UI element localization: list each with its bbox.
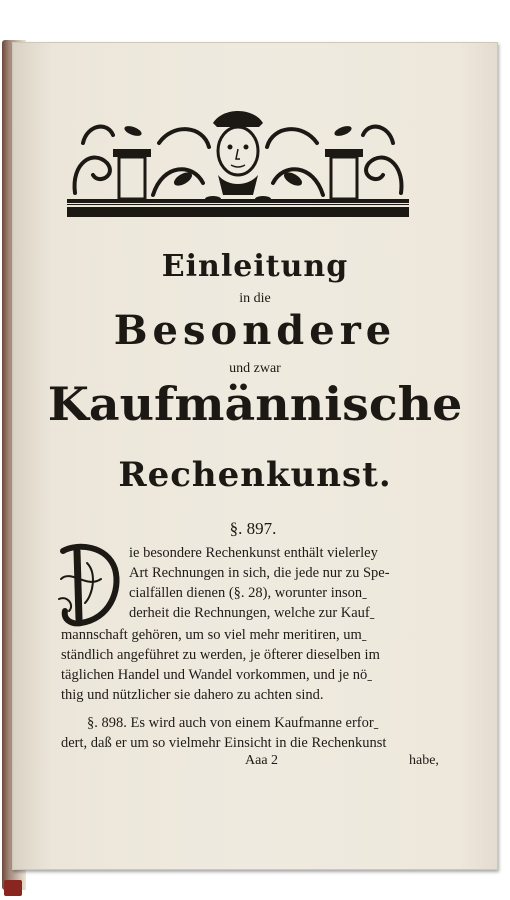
title-einleitung: Einleitung [161, 249, 349, 284]
dropcap-ornament-icon [57, 539, 123, 629]
signature-mark: Aaa 2 [245, 753, 279, 768]
title-in-die: in die [239, 291, 271, 306]
section-heading-897: §. 897. [229, 519, 277, 538]
book-page [12, 42, 498, 870]
paragraph-898-line-2: dert, daß er um so vielmehr Einsicht in die Rechenkunst [61, 735, 387, 751]
paragraph-897-line-8: thig und nützlicher sie dahero zu achten sind. [61, 687, 324, 703]
title-und-zwar: und zwar [229, 361, 281, 376]
headpiece-ornament-icon [63, 103, 413, 223]
paragraph-897-line-2: Art Rechnungen in sich, die jede nur zu Spe- [129, 565, 390, 581]
catchword: habe, [409, 753, 439, 768]
paragraph-897-line-4: derheit die Rechnungen, welche zur Kaufˍ [129, 605, 375, 621]
title-rechenkunst: Rechenkunst. [118, 455, 392, 495]
paragraph-898-line-1: §. 898. Es wird auch von einem Kaufmanne erforˍ [87, 715, 379, 731]
title-besondere: Besondere [113, 307, 397, 354]
paragraph-897-line-1: ie besondere Rechenkunst enthält vielerley [129, 545, 378, 561]
paragraph-897-line-6: ständlich angeführet zu werden, je öfterer dieselben im [61, 647, 380, 663]
title-kaufmaennische: Kaufmännische [47, 377, 463, 431]
book-ribbon [4, 880, 22, 896]
paragraph-897-line-7: täglichen Handel und Wandel vorkommen, und je nöˍ [61, 667, 373, 683]
paragraph-897-line-5: mannschaft gehören, um so viel mehr meritiren, umˍ [61, 627, 367, 643]
paragraph-897-line-3: cialfällen dienen (§. 28), worunter insonˍ [129, 585, 367, 601]
